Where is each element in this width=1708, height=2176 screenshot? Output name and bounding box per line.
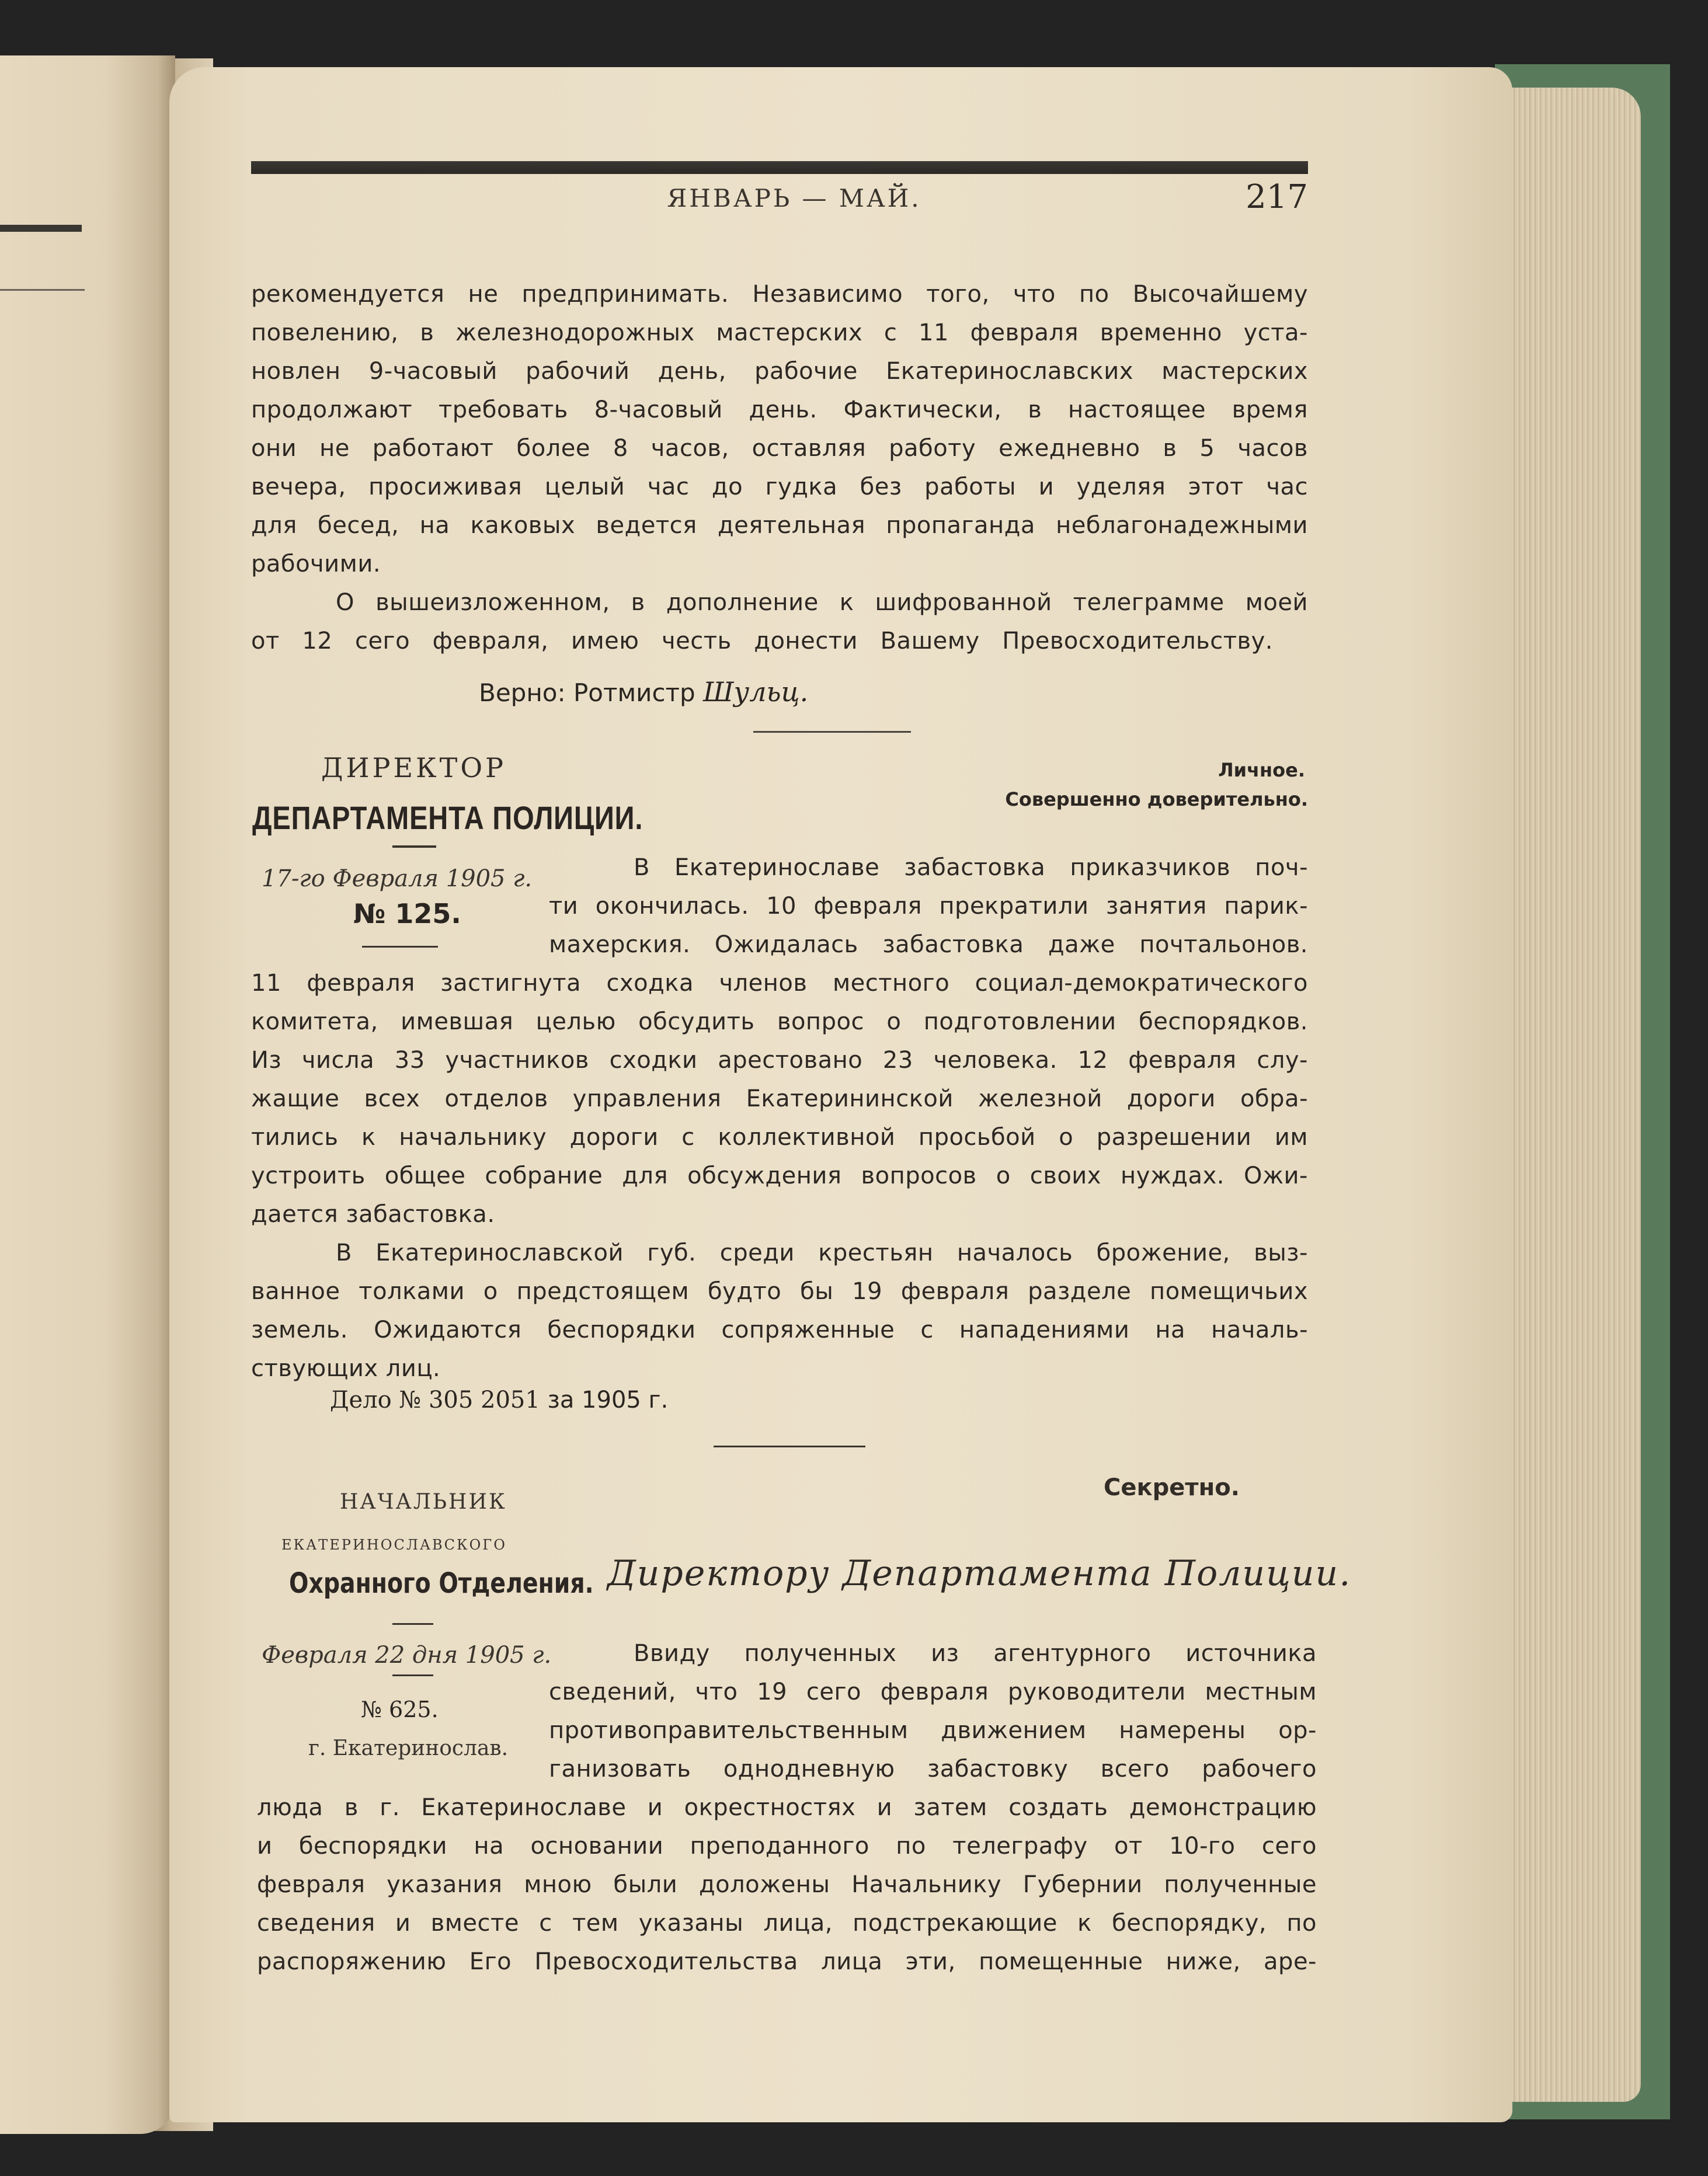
body-line: распоряжению Его Превосходительства лица эти, помещенные ниже, аре- [257,1948,1317,1975]
body-line: ванное толками о предстоящем будто бы 19 февраля разделе помещичьих [251,1278,1308,1305]
sender-department: Охранного Отделения. [289,1567,594,1600]
small-rule [362,946,438,948]
body-line: устроить общее собрание для обсуждения вопросов о своих нуждах. Ожи- [251,1162,1308,1189]
body-line: рекомендуется не предпринимать. Независимо того, что по Высочайшему [251,281,1308,308]
body-line: люда в г. Екатеринославе и окрестностях и затем создать демонстрацию [257,1794,1317,1821]
signature-rule [753,731,911,733]
body-line: О вышеизложенном, в дополнение к шифрованной телеграмме моей [336,589,1308,616]
body-line: новлен 9-часовый рабочий день, рабочие Екатеринославских мастерских [251,358,1308,385]
body-line: жащие всех отделов управления Екатерининской железной дороги обра- [251,1085,1308,1112]
body-line: продолжают требовать 8-часовый день. Фактически, в настоящее время [251,396,1308,423]
body-line: для бесед, на каковых ведется деятельная пропаганда неблагонадежными [251,512,1308,539]
small-rule [392,1623,433,1625]
body-line: махерския. Ожидалась забастовка даже почтальонов. [549,931,1308,958]
body-line: они не работают более 8 часов, оставляя работу ежедневно в 5 часов [251,435,1308,462]
document-city: г. Екатеринослав. [308,1736,509,1760]
signature-prefix: Верно: Ротмистр [479,678,695,707]
file-reference-year: за 1905 г. [547,1387,669,1413]
body-line: и беспорядки на основании преподанного по телеграфу от 10-го сего [257,1833,1317,1860]
classification-personal: Личное. [1218,759,1305,781]
body-line: ганизовать однодневную забастовку всего рабочего [549,1756,1317,1782]
body-line: рабочими. [251,551,381,577]
document-number: № 625. [361,1697,439,1722]
body-line: сведений, что 19 сего февраля руководители местным [549,1679,1317,1705]
running-header: ЯНВАРЬ — МАЙ. [667,184,921,213]
body-line: тились к начальнику дороги с коллективной просьбой о разрешении им [251,1124,1308,1151]
body-line: противоправительственным движением намерены ор- [549,1717,1317,1744]
body-line: сведения и вместе с тем указаны лица, подстрекающие к беспорядку, по [257,1910,1317,1937]
section-divider [714,1446,865,1447]
body-line: ствующих лиц. [251,1355,441,1382]
body-line: комитета, имевшая целью обсудить вопрос о подготовлении беспорядков. [251,1008,1308,1035]
small-rule [392,1674,433,1676]
body-line: дается забастовка. [251,1201,495,1228]
file-reference [330,1387,668,1413]
small-rule [392,845,436,848]
document-number: № 125. [353,898,461,929]
sender-subtitle: ЕКАТЕРИНОСЛАВСКОГО [281,1537,507,1553]
sender-title: ДИРЕКТОР [321,752,506,784]
file-reference-number: Дело № 305 2051 [330,1387,540,1413]
body-line: вечера, просиживая целый час до гудка без работы и уделяя этот час [251,474,1308,500]
body-line: повелению, в железнодорожных мастерских с 11 февраля временно уста- [251,319,1308,346]
body-line: Ввиду полученных из агентурного источника [634,1640,1317,1667]
body-line: 11 февраля застигнута сходка членов местного социал-демократического [251,970,1308,997]
body-line: земель. Ожидаются беспорядки сопряженные с нападениями на началь- [251,1317,1308,1343]
document-date: 17-го Февраля 1905 г. [262,865,533,892]
body-line: В Екатеринославской губ. среди крестьян началось брожение, выз- [336,1240,1308,1266]
left-header-rule [0,225,82,232]
document-date: Февраля 22 дня 1905 г. [262,1642,552,1669]
page-number: 217 [1246,178,1308,216]
body-line: февраля указания мною были доложены Начальнику Губернии полученные [257,1871,1317,1898]
classification-confidential: Совершенно доверительно. [1005,788,1308,810]
signature-name: Шульц. [703,676,809,708]
left-header-thin-rule [0,289,85,291]
page-edges [1495,88,1641,2102]
left-page [0,55,175,2134]
sender-department: ДЕПАРТАМЕНТА ПОЛИЦИИ. [252,799,643,836]
header-rule [251,161,1308,174]
classification-secret: Секретно. [1104,1474,1240,1501]
signature-line [479,676,808,708]
body-line: ти окончилась. 10 февраля прекратили занятия парик- [549,893,1308,920]
sender-title: НАЧАЛЬНИК [340,1490,507,1514]
body-line: В Екатеринославе забастовка приказчиков поч- [634,854,1308,881]
body-line: Из числа 33 участников сходки арестовано 23 человека. 12 февраля слу- [251,1047,1308,1074]
body-line: от 12 сего февраля, имею честь донести Вашему Превосходительству. [251,628,1273,654]
addressee: Директору Департамента Полиции. [607,1553,1352,1594]
